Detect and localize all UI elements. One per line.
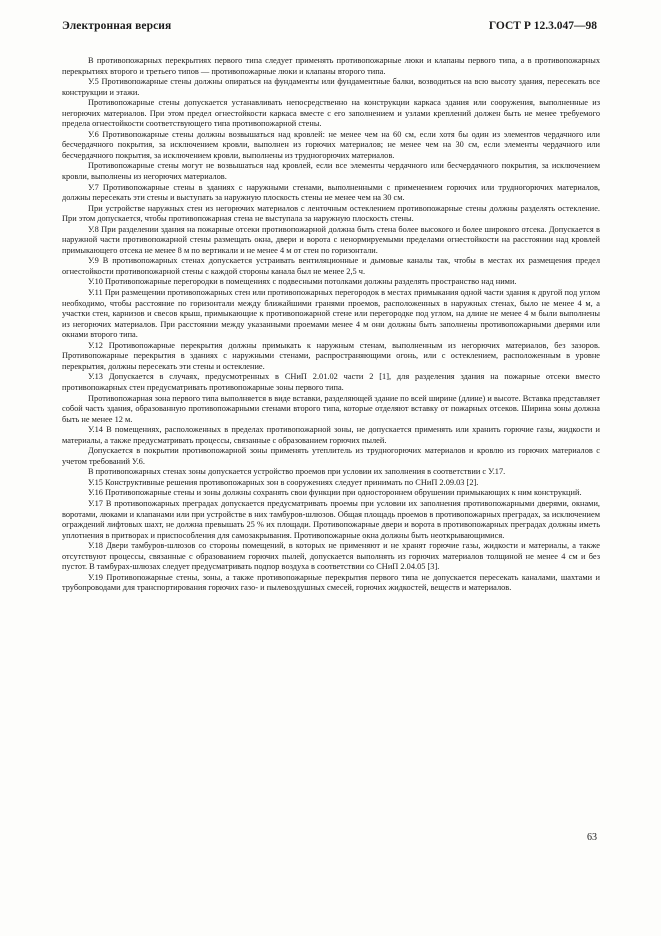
paragraph: В противопожарных перекрытиях первого типа следует применять противопожарные люки и клапаны первого типа, а в противопожарных перекрытиях второго и третьего типов — противопожарные люки и клапаны второго типа. bbox=[62, 56, 600, 76]
paragraph: У.14 В помещениях, расположенных в пределах противопожарной зоны, не допускается применять или хранить горючие газы, жидкости и материалы, а также предусматривать процессы, связанные с образованием горючих пылей. bbox=[62, 425, 600, 445]
paragraph: У.9 В противопожарных стенах допускается устраивать вентиляционные и дымовые каналы так, чтобы в местах их размещения предел огнестойкости противопожарной стены с каждой стороны канала был не менее 2,5 ч. bbox=[62, 256, 600, 276]
paragraph: У.18 Двери тамбуров-шлюзов со стороны помещений, в которых не применяют и не хранят горючие газы, жидкости и материалы, а также отсутствуют процессы, связанные с образованием горючих пылей, допускается выполнять из горючих материалов толщиной не менее 4 см и без пустот. В тамбурах-шлюзах следует предусматривать подпор воздуха в соответствии со СНиП 2.04.05 [3]. bbox=[62, 541, 600, 572]
paragraph: У.13 Допускается в случаях, предусмотренных в СНиП 2.01.02 части 2 [1], для разделения здания на пожарные отсеки вместо противопожарных стен предусматривать противопожарные зоны первого типа. bbox=[62, 372, 600, 392]
paragraph: У.11 При размещении противопожарных стен или противопожарных перегородок в местах примыкания одной части здания к другой под углом необходимо, чтобы расстояние по горизонтали между ближайшими гранями проемов, расположенных в наружных стенах, было не менее 4 м, а участки стен, карнизов и свесов крыш, примыкающие к противопожарной стене или перегородке под углом, на длине не менее 4 м были выполнены из негорючих материалов. При расстоянии между указанными проемами менее 4 м они должны быть заполнены противопожарными дверями или окнами второго типа. bbox=[62, 288, 600, 340]
paragraph: У.7 Противопожарные стены в зданиях с наружными стенами, выполненными с применением горючих или трудногорючих материалов, должны пересекать эти стены и выступать за наружную плоскость стены не менее чем на 30 см. bbox=[62, 182, 600, 203]
paragraph: У.8 При разделении здания на пожарные отсеки противопожарной должна быть стена более высокого и более широкого отсека. Допускается в наружной части противопожарной стены размещать окна, двери и ворота с ненормируемыми пределами огнестойкости на расстоянии над кровлей примыкающего отсека не менее 8 м по вертикали и не менее 4 м от стен по горизонтали. bbox=[62, 224, 600, 255]
paragraph: В противопожарных стенах зоны допускается устройство проемов при условии их заполнения в соответствии с У.17. bbox=[88, 467, 506, 477]
paragraph: У.6 Противопожарные стены должны возвышаться над кровлей: не менее чем на 60 см, если хотя бы один из элементов чердачного или бесчердачного покрытия, за исключением кровли, выполнен из горючих материалов; не менее чем на 30 см, если элементы чердачного или бесчердачного покрытия, за исключением кровли, выполнены из трудногорючих материалов. bbox=[62, 129, 600, 160]
paragraph: Противопожарные стены могут не возвышаться над кровлей, если все элементы чердачного или бесчердачного покрытия, за исключением кровли, выполнены из негорючих материалов. bbox=[62, 161, 600, 182]
paragraph: Противопожарные стены допускается устанавливать непосредственно на конструкции каркаса здания или сооружения, выполненные из негорючих материалов. При этом предел огнестойкости каркаса вместе с его заполнением и узлами креплений должен быть не менее требуемого предела огнестойкости соответствующего типа противопожарной стены. bbox=[62, 98, 600, 129]
paragraph: У.10 Противопожарные перегородки в помещениях с подвесными потолками должны разделять пространство над ними. bbox=[88, 277, 517, 287]
paragraph: Допускается в покрытии противопожарной зоны применять утеплитель из трудногорючих материалов и кровлю из горючих материалов с учетом требований У.6. bbox=[62, 446, 600, 466]
paragraph: У.12 Противопожарные перекрытия должны примыкать к наружным стенам, выполненным из негорючих материалов, без зазоров. Противопожарные перекрытия в зданиях с наружными стенами, распространяющими огонь, или с остеклением, расположенным в уровне перекрытия, должны пересекать эти стены и остекление. bbox=[62, 340, 600, 371]
paragraph: При устройстве наружных стен из негорючих материалов с ленточным остеклением противопожарные стены должны разделять остекление. При этом допускается, чтобы противопожарная стена не выступала за наружную плоскость стены. bbox=[62, 203, 600, 224]
page-number: 63 bbox=[587, 832, 597, 843]
paragraph: У.17 В противопожарных преградах допускается предусматривать проемы при условии их заполнения противопожарными дверями, окнами, воротами, люками и клапанами или при устройстве в них тамбуров-шлюзов. Общая площадь проемов в противопожарных преградах, за исключением ограждений лифтовых шахт, не должна превышать 25 % их площади. Противопожарные двери и ворота в противопожарных преградах должны иметь уплотнения в притворах и приспособления для самозакрывания. Противопожарные окна должны быть неоткрывающимися. bbox=[62, 498, 600, 540]
paragraph: Противопожарная зона первого типа выполняется в виде вставки, разделяющей здание по всей ширине (длине) и высоте. Вставка представляет собой часть здания, образованную противопожарными стенами второго типа, которые отделяют вставку от пожарных отсеков. Ширина зоны должна быть не менее 12 м. bbox=[62, 393, 600, 424]
paragraph: У.19 Противопожарные стены, зоны, а также противопожарные перекрытия первого типа не допускается пересекать каналами, шахтами и трубопроводами для транспортирования горючих газо- и пылевоздушных смесей, горючих жидкостей, веществ и материалов. bbox=[62, 572, 600, 593]
paragraph: У.15 Конструктивные решения противопожарных зон в сооружениях следует принимать по СНиП 2.09.03 [2]. bbox=[88, 477, 479, 487]
document-body bbox=[62, 56, 600, 594]
edition-label: Электронная версия bbox=[62, 20, 172, 32]
paragraph: У.16 Противопожарные стены и зоны должны сохранять свои функции при одностороннем обрушении примыкающих к ним конструкций. bbox=[88, 488, 582, 498]
standard-number: ГОСТ Р 12.3.047—98 bbox=[488, 20, 597, 32]
paragraph: У.5 Противопожарные стены должны опираться на фундаменты или фундаментные балки, возводиться на всю высоту здания, пересекать все конструкции и этажи. bbox=[62, 77, 600, 97]
